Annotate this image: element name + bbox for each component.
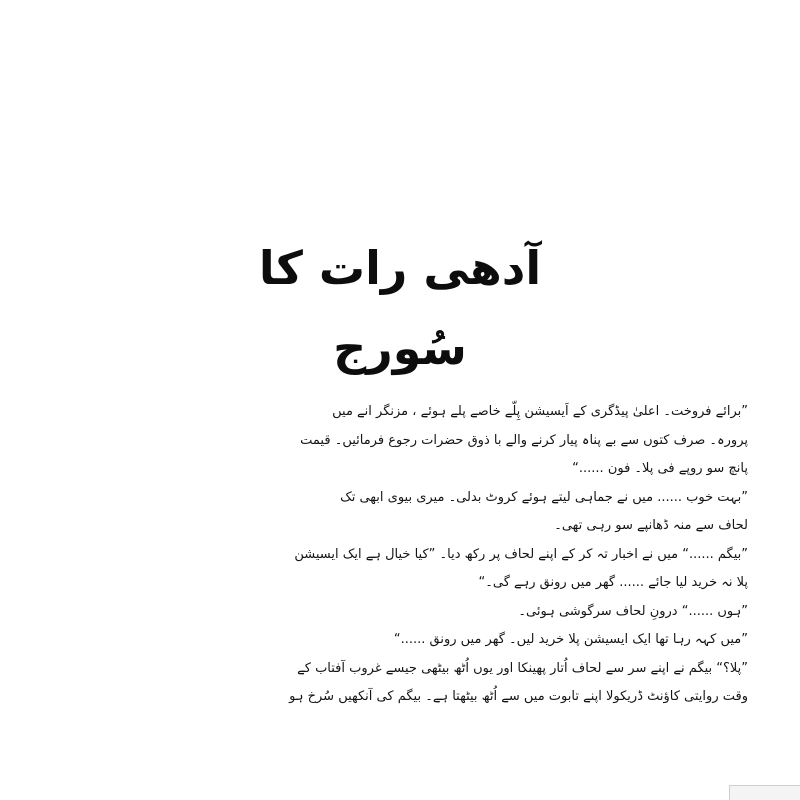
text-line-5: لحاف سے منہ ڈھانپے سو رہی تھی۔ [554,518,748,533]
text-line-6: ”بیگم ......“ میں نے اخبار تہ کر کے اپنے لحاف پر رکھ دیا۔ ”کیا خیال ہے ایک ایسیشن [294,546,748,562]
text-line-10: ”پلا؟“ بیگم نے اپنے سر سے لحاف اُتار پھینکا اور یوں اُٹھ بیٹھی جیسے غروب آفتاب کے [297,660,748,676]
text-line-8: ”ہوں ......“ درونِ لحاف سرگوشی ہوئی۔ [518,603,748,619]
page-edge-shadow [729,785,800,800]
text-line-4: ”بہت خوب ...... میں نے جماہی لیتے ہوئے کروٹ بدلی۔ میری بیوی ابھی تک [340,489,748,505]
text-line-7: پلا نہ خرید لیا جائے ...... گھر میں رونق رہے گی۔“ [478,575,748,590]
text-line-2: پرورہ۔ صرف کتوں سے بے پناہ پیار کرنے والے با ذوق حضرات رجوع فرمائیں۔ قیمت [300,432,748,448]
text-line-11: وقت روایتی کاؤنٹ ڈریکولا اپنے تابوت میں سے اُٹھ بیٹھتا ہے۔ بیگم کی آنکھیں سُرخ ہو [289,689,748,704]
text-line-9: ”میں کہہ رہا تھا ایک ایسیشن پلا خرید لیں۔ گھر میں رونق ......“ [393,632,748,647]
text-line-3: پانچ سو روپے فی پلا۔ فون ......“ [572,461,748,476]
body-text [228,398,748,758]
text-line-1: ”برائے فروخت۔ اعلیٰ پیڈگری کے اَیسیشن پِلّے خاصے پلے ہوئے ، مزنگر انے میں [332,404,748,419]
chapter-title: آدھی رات کا سُورج [258,241,542,375]
